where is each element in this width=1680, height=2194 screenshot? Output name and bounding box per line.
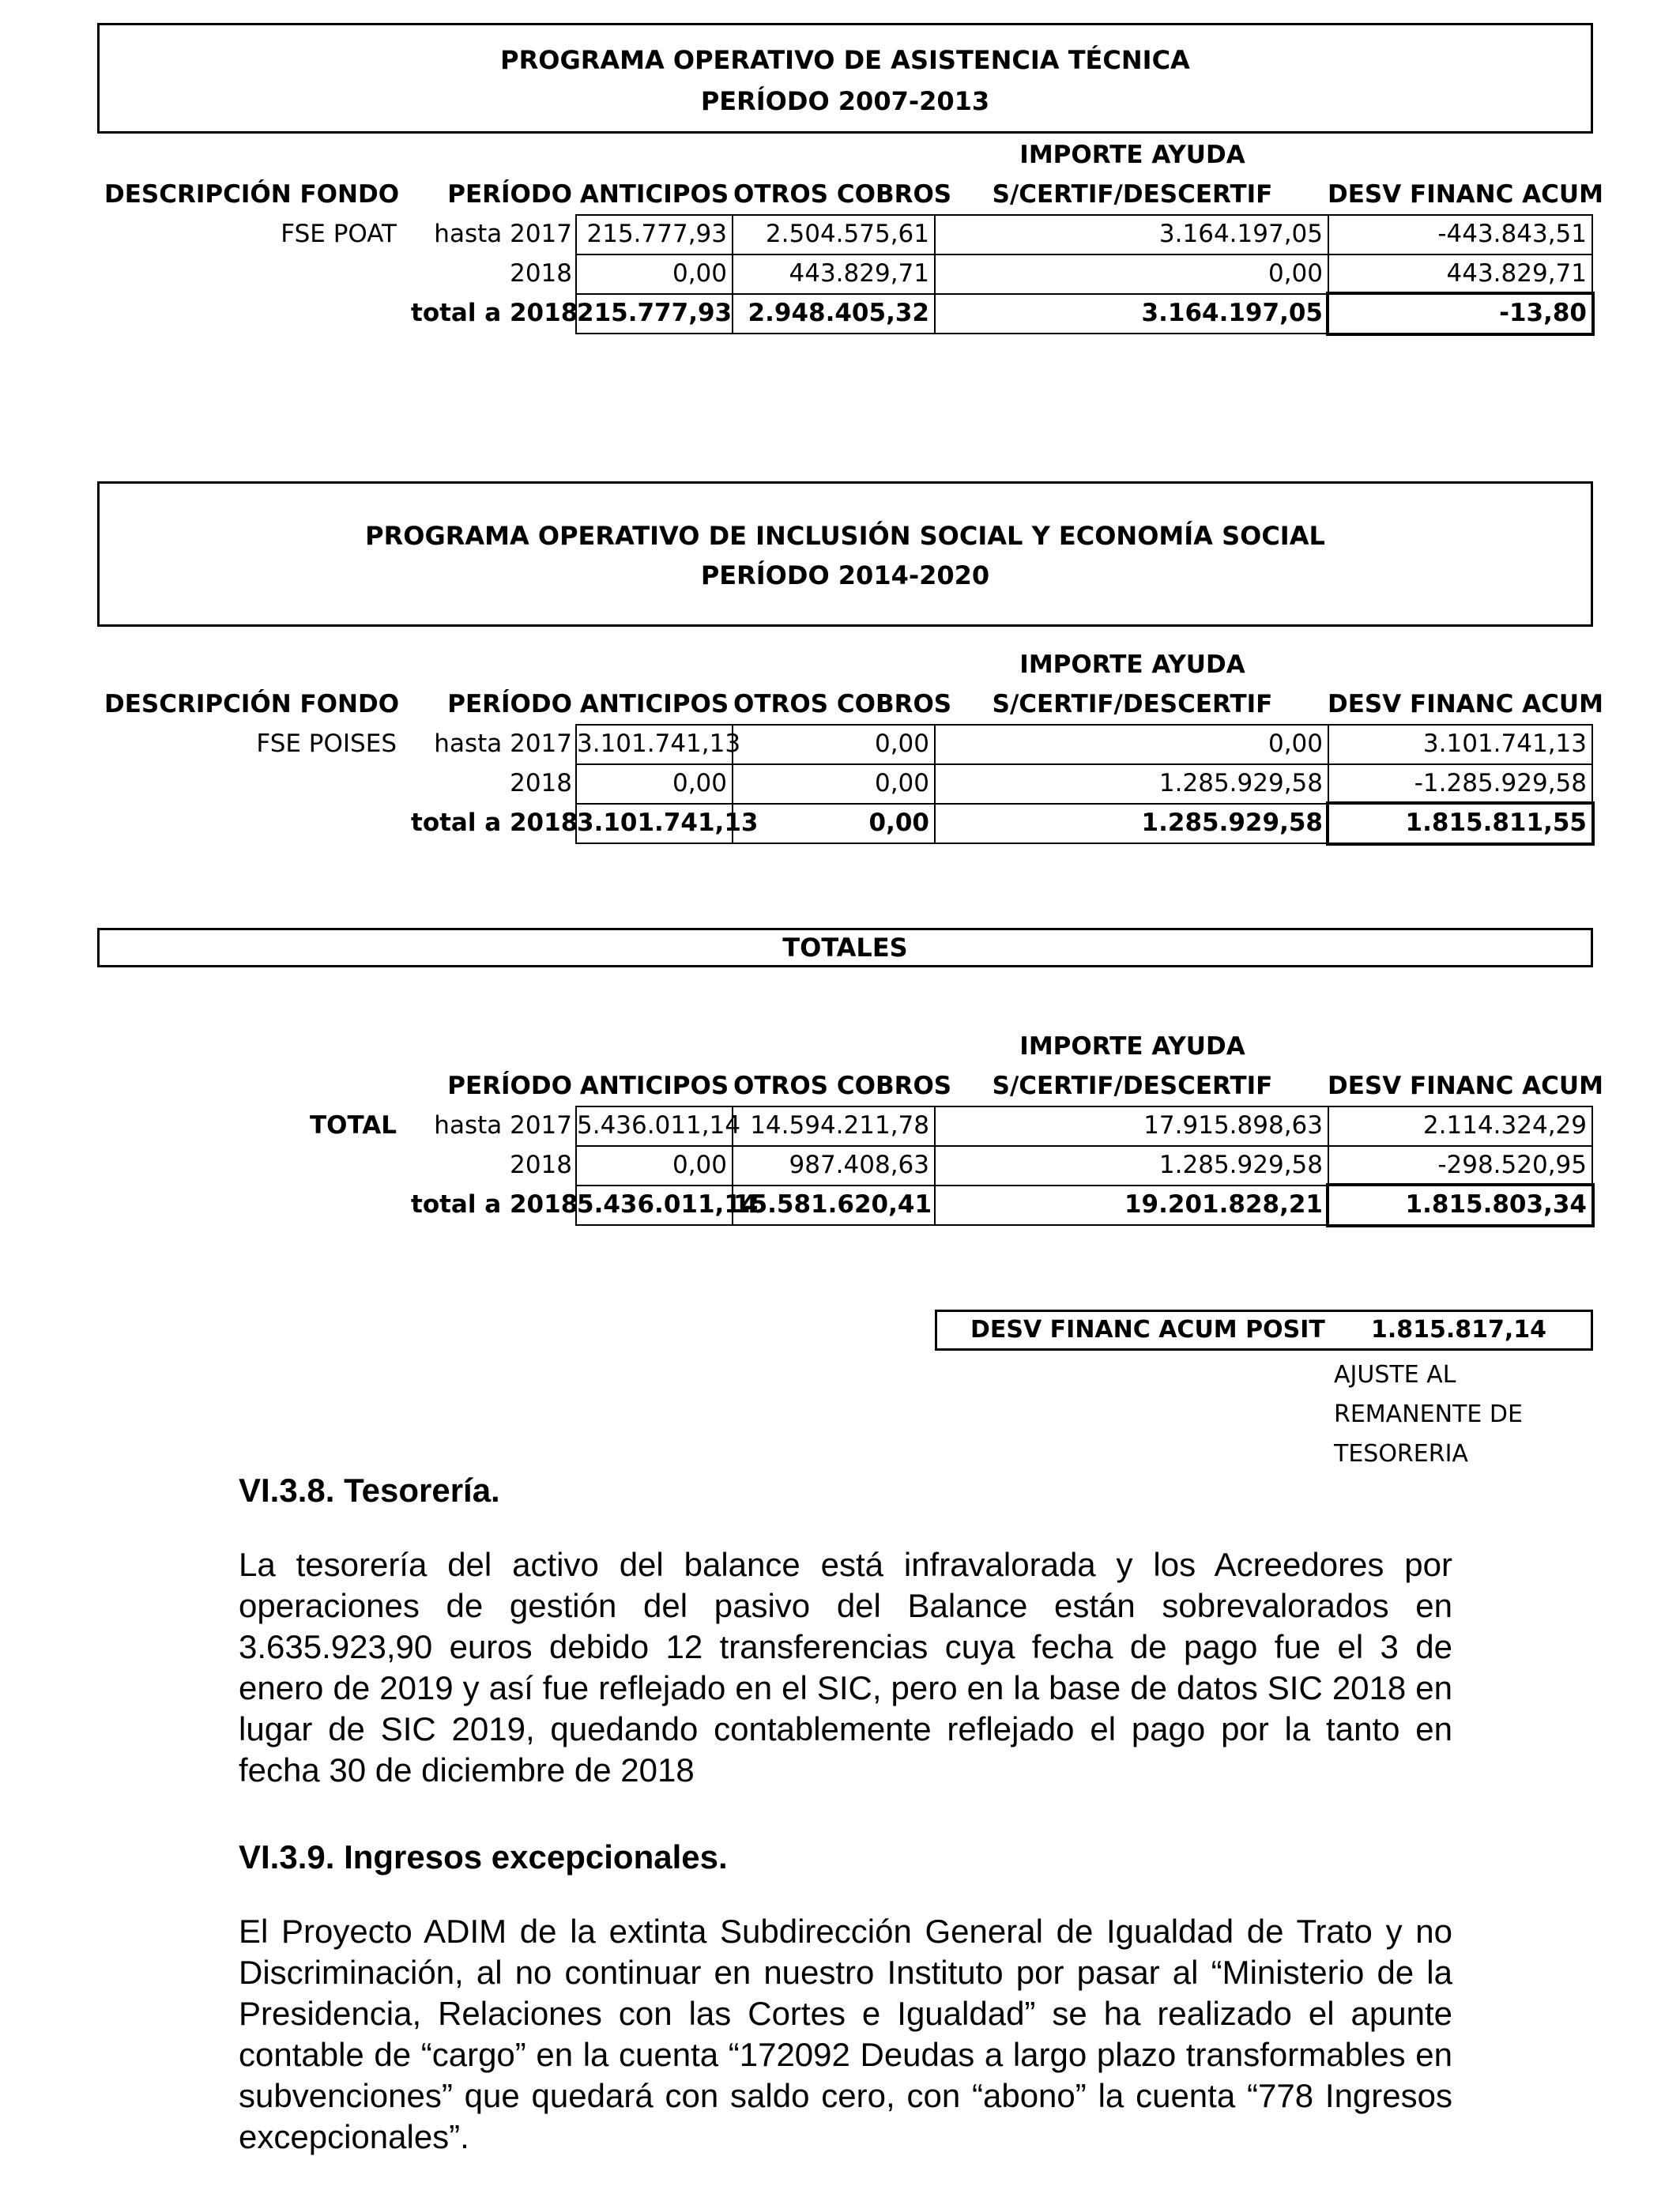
s3-total-periodo: total a 2018 bbox=[411, 1190, 578, 1219]
posit-note-line2: REMANENTE DE bbox=[1334, 1400, 1523, 1428]
s1-header-importe-line2: S/CERTIF/DESCERTIF bbox=[992, 180, 1273, 209]
s1-header-periodo: PERÍODO bbox=[447, 180, 572, 209]
s1-header-anticipos: ANTICIPOS bbox=[579, 180, 729, 209]
posit-note-line1: AJUSTE AL bbox=[1334, 1361, 1456, 1389]
s1-total-importe: 3.164.197,05 bbox=[934, 293, 1329, 334]
s3-total-desv: 1.815.803,34 bbox=[1326, 1183, 1595, 1227]
s1-fondo-label: FSE POAT bbox=[281, 220, 397, 248]
s3-row2-importe: 1.285.929,58 bbox=[934, 1145, 1329, 1186]
posit-box bbox=[935, 1310, 1593, 1351]
s3-header-importe-line2: S/CERTIF/DESCERTIF bbox=[992, 1072, 1273, 1100]
s1-row1-otros: 2.504.575,61 bbox=[732, 214, 936, 255]
s2-row2-anticipos: 0,00 bbox=[575, 763, 733, 805]
s3-header-importe-line1: IMPORTE AYUDA bbox=[1019, 1032, 1245, 1061]
s2-row1-importe: 0,00 bbox=[934, 724, 1329, 765]
s2-header-importe-line2: S/CERTIF/DESCERTIF bbox=[992, 690, 1273, 718]
s3-row1-otros: 14.594.211,78 bbox=[732, 1106, 936, 1147]
section2-title-line1: PROGRAMA OPERATIVO DE INCLUSIÓN SOCIAL Y ECONOMÍA SOCIAL bbox=[365, 521, 1325, 551]
s2-row2-otros: 0,00 bbox=[732, 763, 936, 805]
s3-row2-anticipos: 0,00 bbox=[575, 1145, 733, 1186]
section2-title-box bbox=[97, 481, 1593, 627]
s1-total-desv: -13,80 bbox=[1326, 292, 1595, 336]
s3-header-periodo: PERÍODO bbox=[447, 1072, 572, 1100]
s1-row1-desv: -443.843,51 bbox=[1328, 214, 1593, 255]
s1-header-desv: DESV FINANC ACUM bbox=[1328, 180, 1603, 209]
s2-header-importe-line1: IMPORTE AYUDA bbox=[1019, 650, 1245, 679]
s1-header-otros: OTROS COBROS bbox=[733, 180, 952, 209]
s2-total-otros: 0,00 bbox=[732, 803, 936, 844]
s2-total-anticipos: 3.101.741,13 bbox=[575, 803, 733, 844]
s1-total-periodo: total a 2018 bbox=[411, 299, 578, 327]
s1-row2-desv: 443.829,71 bbox=[1328, 254, 1593, 295]
s1-total-anticipos: 215.777,93 bbox=[575, 293, 733, 334]
s2-row2-desv: -1.285.929,58 bbox=[1328, 763, 1593, 805]
posit-note-line3: TESORERIA bbox=[1334, 1440, 1468, 1468]
s2-row2-importe: 1.285.929,58 bbox=[934, 763, 1329, 805]
s1-row1-importe: 3.164.197,05 bbox=[934, 214, 1329, 255]
section3-title-box bbox=[97, 928, 1593, 967]
s3-total-importe: 19.201.828,21 bbox=[934, 1185, 1329, 1226]
s1-total-otros: 2.948.405,32 bbox=[732, 293, 936, 334]
s1-row1-periodo: hasta 2017 bbox=[434, 220, 572, 248]
section1-title-line1: PROGRAMA OPERATIVO DE ASISTENCIA TÉCNICA bbox=[500, 45, 1190, 75]
s1-row2-otros: 443.829,71 bbox=[732, 254, 936, 295]
paragraph-tesoreria: La tesorería del activo del balance está infravalorada y los Acreedores por operaciones de gestión del pasivo del Balance están sobrevalorados en 3.635.923,90 euros debido 12 transferencias cuya fecha de pago fue el 3 de enero de 2019 y así fue reflejado en el SIC, pero en la base de datos SIC 2018 en lugar de SIC 2019, quedando contablemente reflejado el pago por la tanto en fecha 30 de diciembre de 2018 bbox=[239, 1546, 1452, 1789]
s2-header-desv: DESV FINANC ACUM bbox=[1328, 690, 1603, 718]
heading-tesoreria: VI.3.8. Tesorería. bbox=[239, 1472, 500, 1509]
s1-header-importe-line1: IMPORTE AYUDA bbox=[1019, 141, 1245, 169]
s3-row1-importe: 17.915.898,63 bbox=[934, 1106, 1329, 1147]
s2-header-anticipos: ANTICIPOS bbox=[579, 690, 729, 718]
section2-title-line2: PERÍODO 2014-2020 bbox=[700, 560, 990, 590]
s2-row1-desv: 3.101.741,13 bbox=[1328, 724, 1593, 765]
s1-row1-anticipos: 215.777,93 bbox=[575, 214, 733, 255]
heading-ingresos: VI.3.9. Ingresos excepcionales. bbox=[239, 1838, 728, 1875]
s2-total-importe: 1.285.929,58 bbox=[934, 803, 1329, 844]
s3-row2-desv: -298.520,95 bbox=[1328, 1145, 1593, 1186]
s2-row1-periodo: hasta 2017 bbox=[434, 729, 572, 758]
s2-header-periodo: PERÍODO bbox=[447, 690, 572, 718]
section3-title: TOTALES bbox=[782, 933, 908, 963]
section1-title-box bbox=[97, 23, 1593, 134]
s3-total-anticipos: 5.436.011,14 bbox=[575, 1185, 733, 1226]
s2-fondo-label: FSE POISES bbox=[256, 729, 397, 758]
section1-title-line2: PERÍODO 2007-2013 bbox=[700, 86, 990, 116]
s1-row2-anticipos: 0,00 bbox=[575, 254, 733, 295]
s3-fondo-label: TOTAL bbox=[310, 1111, 397, 1140]
s2-row1-otros: 0,00 bbox=[732, 724, 936, 765]
s3-header-otros: OTROS COBROS bbox=[733, 1072, 952, 1100]
s3-row2-periodo: 2018 bbox=[510, 1151, 572, 1179]
s3-row1-periodo: hasta 2017 bbox=[434, 1111, 572, 1140]
s3-header-desv: DESV FINANC ACUM bbox=[1328, 1072, 1603, 1100]
s2-total-desv: 1.815.811,55 bbox=[1326, 801, 1595, 846]
s3-row1-anticipos: 5.436.011,14 bbox=[575, 1106, 733, 1147]
s3-header-anticipos: ANTICIPOS bbox=[579, 1072, 729, 1100]
paragraph-ingresos: El Proyecto ADIM de la extinta Subdirección General de Igualdad de Trato y no Discriminación, al no continuar en nuestro Instituto por pasar al “Ministerio de la Presidencia, Relaciones con las Cortes e Igualdad” se ha realizado el apunte contable de “cargo” en la cuenta “172092 Deudas a largo plazo transformables en subvenciones” que quedará con saldo cero, con “abono” la cuenta “778 Ingresos excepcionales”. bbox=[239, 1913, 1452, 2155]
s3-row2-otros: 987.408,63 bbox=[732, 1145, 936, 1186]
s1-row2-periodo: 2018 bbox=[510, 259, 572, 288]
s2-header-descripcion: DESCRIPCIÓN FONDO bbox=[104, 690, 400, 718]
posit-value: 1.815.817,14 bbox=[1370, 1316, 1547, 1344]
s2-header-otros: OTROS COBROS bbox=[733, 690, 952, 718]
s2-row1-anticipos: 3.101.741,13 bbox=[575, 724, 733, 765]
s2-row2-periodo: 2018 bbox=[510, 769, 572, 797]
s3-row1-desv: 2.114.324,29 bbox=[1328, 1106, 1593, 1147]
s1-row2-importe: 0,00 bbox=[934, 254, 1329, 295]
posit-label: DESV FINANC ACUM POSIT bbox=[970, 1316, 1325, 1344]
s1-header-descripcion: DESCRIPCIÓN FONDO bbox=[104, 180, 400, 209]
s3-total-otros: 15.581.620,41 bbox=[732, 1185, 936, 1226]
s2-total-periodo: total a 2018 bbox=[411, 809, 578, 837]
